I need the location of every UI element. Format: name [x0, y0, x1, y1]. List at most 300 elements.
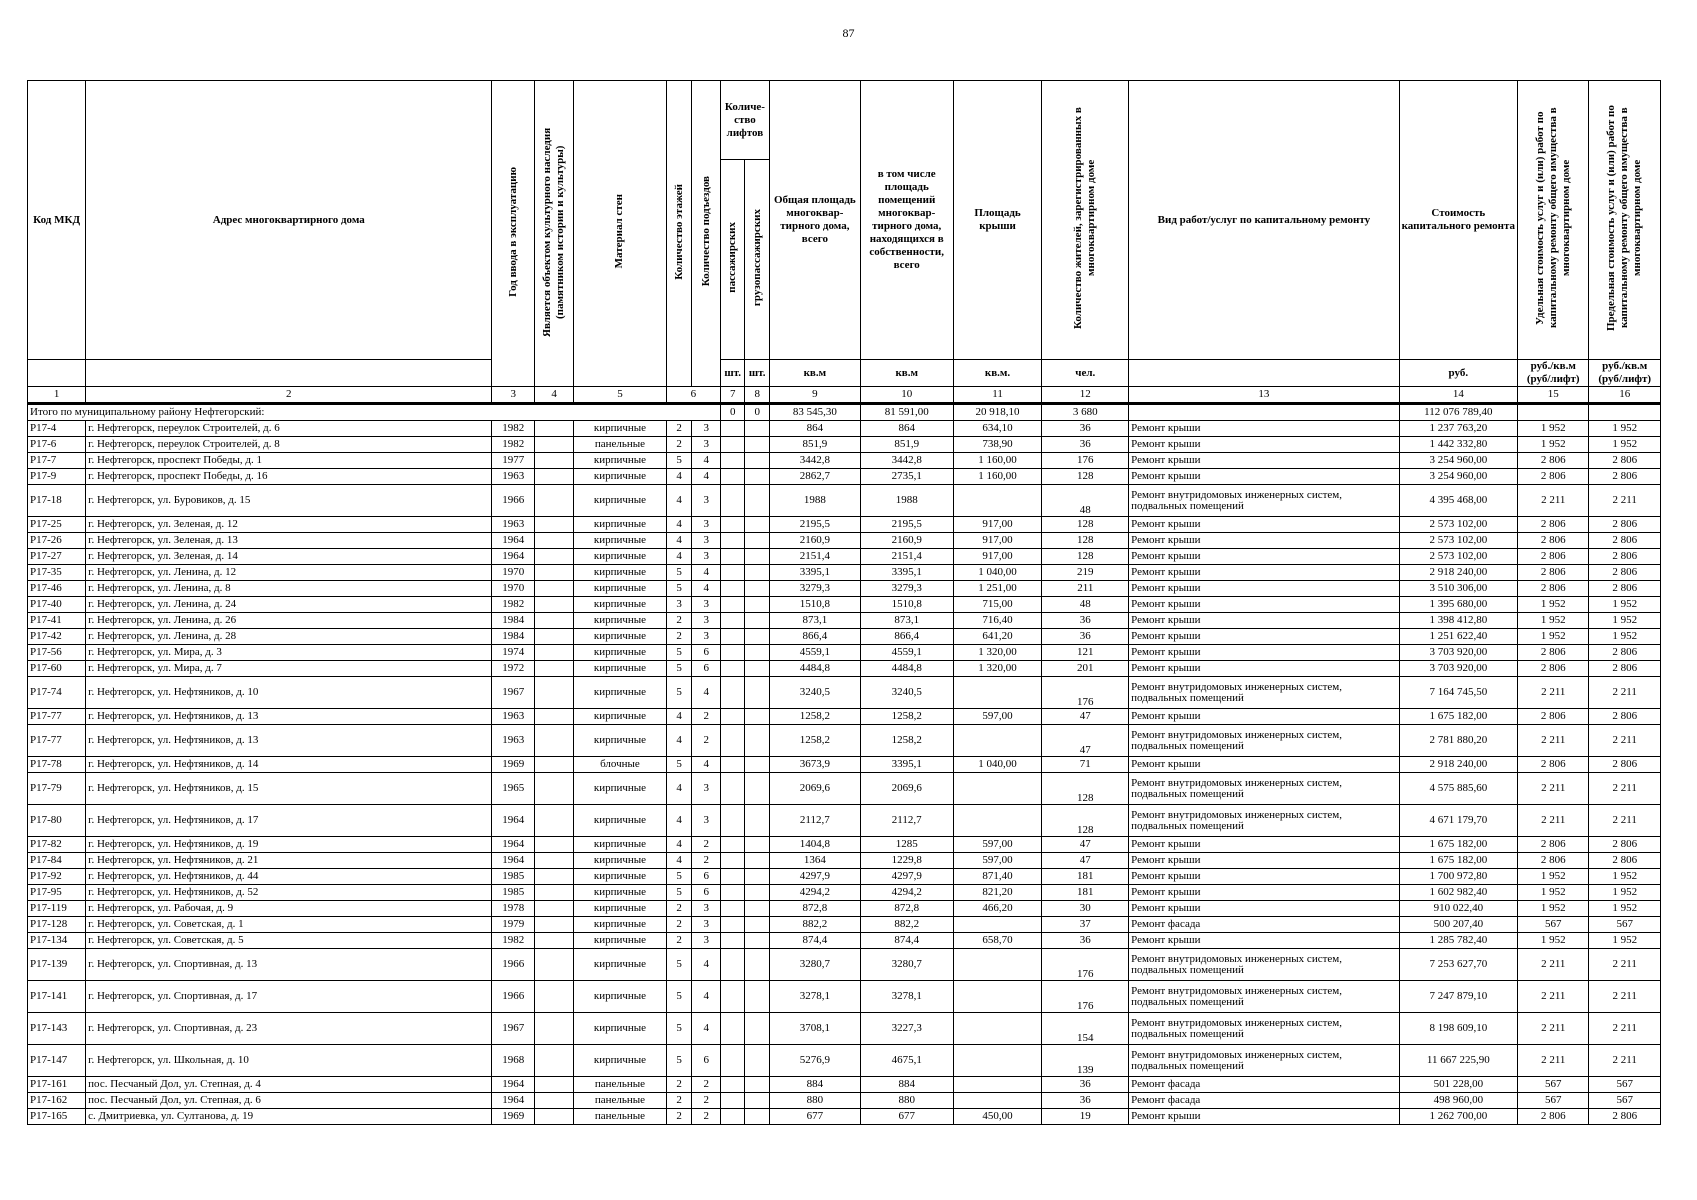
- cell-lifts-passenger: [720, 421, 744, 437]
- cell-floors: 2: [666, 613, 692, 629]
- cell-cost: 1 442 332,80: [1399, 437, 1517, 453]
- cell-work-type: Ремонт крыши: [1129, 421, 1399, 437]
- cell-floors: 5: [666, 981, 692, 1013]
- cell-roof-area: [953, 773, 1042, 805]
- cell-total-area: 5276,9: [769, 1045, 860, 1077]
- capital-repair-table: [27, 80, 1661, 1125]
- cell-material: кирпичные: [574, 581, 667, 597]
- cell-heritage: [535, 837, 574, 853]
- cell-cost: 4 395 468,00: [1399, 485, 1517, 517]
- cell-year: 1964: [492, 853, 535, 869]
- cell-address: г. Нефтегорск, ул. Зеленая, д. 13: [86, 533, 492, 549]
- cell-roof-area: [953, 725, 1042, 757]
- cell-owned-area: 1285: [860, 837, 953, 853]
- cell-heritage: [535, 885, 574, 901]
- cell-floors: 4: [666, 837, 692, 853]
- cell-roof-area: [953, 1093, 1042, 1109]
- cell-total-area: 3708,1: [769, 1013, 860, 1045]
- cell-code: Р17-161: [28, 1077, 86, 1093]
- cell-unit-cost: 2 211: [1518, 1045, 1589, 1077]
- cell-floors: 4: [666, 773, 692, 805]
- table-row: [28, 533, 1661, 549]
- cell-cost: 1 395 680,00: [1399, 597, 1517, 613]
- cell-address: пос. Песчаный Дол, ул. Степная, д. 6: [86, 1093, 492, 1109]
- cell-total-area: 677: [769, 1109, 860, 1125]
- cell-lifts-passenger: [720, 629, 744, 645]
- cell-total-area: 1258,2: [769, 725, 860, 757]
- cell-material: кирпичные: [574, 933, 667, 949]
- cell-cost: 1 285 782,40: [1399, 933, 1517, 949]
- cell-owned-area: 2160,9: [860, 533, 953, 549]
- cell-address: г. Нефтегорск, ул. Школьная, д. 10: [86, 1045, 492, 1077]
- cell-lifts-passenger: [720, 885, 744, 901]
- cell-unit-cost: 2 806: [1518, 533, 1589, 549]
- unit-cell: [1129, 360, 1399, 387]
- unit-cell: руб.: [1399, 360, 1517, 387]
- cell-total-area: 851,9: [769, 437, 860, 453]
- cell-owned-area: 2195,5: [860, 517, 953, 533]
- cell-floors: 5: [666, 677, 692, 709]
- cell-cost: 4 575 885,60: [1399, 773, 1517, 805]
- cell-max-cost: 2 211: [1589, 981, 1661, 1013]
- cell-material: кирпичные: [574, 709, 667, 725]
- cell-address: г. Нефтегорск, ул. Ленина, д. 8: [86, 581, 492, 597]
- cell-owned-area: 2735,1: [860, 469, 953, 485]
- cell-lifts-cargo: [745, 1109, 769, 1125]
- cell-floors: 4: [666, 485, 692, 517]
- cell-lifts-cargo: [745, 645, 769, 661]
- cell-year: 1967: [492, 1013, 535, 1045]
- cell-work-type: Ремонт внутридомовых инженерных систем, подвальных помещений: [1129, 485, 1399, 517]
- cell-year: 1984: [492, 629, 535, 645]
- cell-material: кирпичные: [574, 549, 667, 565]
- cell-total-area: 4294,2: [769, 885, 860, 901]
- cell-year: 1969: [492, 1109, 535, 1125]
- cell-residents: 36: [1042, 421, 1129, 437]
- cell-year: 1968: [492, 1045, 535, 1077]
- table-row: [28, 869, 1661, 885]
- header-lifts-passenger: пассажирских: [720, 160, 744, 360]
- cell-cost: 7 164 745,50: [1399, 677, 1517, 709]
- cell-residents: 121: [1042, 645, 1129, 661]
- cell-lifts-passenger: [720, 677, 744, 709]
- cell-residents: 128: [1042, 805, 1129, 837]
- cell-heritage: [535, 853, 574, 869]
- cell-roof-area: 1 160,00: [953, 453, 1042, 469]
- cell-lifts-passenger: [720, 437, 744, 453]
- cell-work-type: Ремонт крыши: [1129, 933, 1399, 949]
- cell-material: блочные: [574, 757, 667, 773]
- cell-code: Р17-60: [28, 661, 86, 677]
- cell-lifts-cargo: [745, 437, 769, 453]
- cell-heritage: [535, 485, 574, 517]
- cell-material: кирпичные: [574, 469, 667, 485]
- cell-owned-area: 3442,8: [860, 453, 953, 469]
- cell-lifts-passenger: [720, 949, 744, 981]
- cell-entrances: 3: [692, 613, 721, 629]
- cell-heritage: [535, 1013, 574, 1045]
- cell-code: Р17-9: [28, 469, 86, 485]
- cell-residents: 47: [1042, 725, 1129, 757]
- cell-work-type: Ремонт крыши: [1129, 757, 1399, 773]
- cell-code: Р17-26: [28, 533, 86, 549]
- cell-unit-cost: 2 211: [1518, 677, 1589, 709]
- cell-roof-area: 597,00: [953, 853, 1042, 869]
- cell-owned-area: 1988: [860, 485, 953, 517]
- cell-roof-area: 597,00: [953, 837, 1042, 853]
- cell-code: Р17-4: [28, 421, 86, 437]
- cell-material: кирпичные: [574, 1045, 667, 1077]
- table-row: [28, 853, 1661, 869]
- cell-floors: 5: [666, 1013, 692, 1045]
- cell-max-cost: 2 806: [1589, 837, 1661, 853]
- cell-roof-area: 738,90: [953, 437, 1042, 453]
- cell-lifts-passenger: [720, 517, 744, 533]
- cell-roof-area: 1 320,00: [953, 661, 1042, 677]
- cell-entrances: 2: [692, 853, 721, 869]
- cell-address: г. Нефтегорск, ул. Спортивная, д. 13: [86, 949, 492, 981]
- col-number: 2: [86, 387, 492, 404]
- cell-max-cost: 1 952: [1589, 869, 1661, 885]
- cell-code: Р17-46: [28, 581, 86, 597]
- cell-roof-area: 716,40: [953, 613, 1042, 629]
- cell-roof-area: 1 040,00: [953, 757, 1042, 773]
- cell-lifts-passenger: [720, 469, 744, 485]
- cell-work-type: Ремонт крыши: [1129, 645, 1399, 661]
- cell-floors: 5: [666, 645, 692, 661]
- header-wall-material: Материал стен: [574, 81, 667, 387]
- cell-floors: 2: [666, 629, 692, 645]
- cell-work-type: Ремонт крыши: [1129, 581, 1399, 597]
- cell-owned-area: 4559,1: [860, 645, 953, 661]
- cell-work-type: Ремонт крыши: [1129, 661, 1399, 677]
- cell-roof-area: [953, 1077, 1042, 1093]
- cell-max-cost: 2 806: [1589, 661, 1661, 677]
- cell-roof-area: 466,20: [953, 901, 1042, 917]
- cell-code: Р17-147: [28, 1045, 86, 1077]
- cell-work-type: Ремонт фасада: [1129, 1077, 1399, 1093]
- cell-material: панельные: [574, 1077, 667, 1093]
- header-heritage: Является объектом культурного наследия (памятником истории и культуры): [535, 81, 574, 387]
- cell-heritage: [535, 533, 574, 549]
- cell-lifts-passenger: [720, 901, 744, 917]
- cell-heritage: [535, 581, 574, 597]
- cell-work-type: Ремонт внутридомовых инженерных систем, подвальных помещений: [1129, 773, 1399, 805]
- cell-work-type: Ремонт крыши: [1129, 853, 1399, 869]
- cell-code: Р17-82: [28, 837, 86, 853]
- cell-entrances: 3: [692, 805, 721, 837]
- cell-year: 1964: [492, 1093, 535, 1109]
- cell-residents: 176: [1042, 453, 1129, 469]
- cell-heritage: [535, 469, 574, 485]
- cell-code: Р17-95: [28, 885, 86, 901]
- cell-cost: 500 207,40: [1399, 917, 1517, 933]
- cell-total-area: 3279,3: [769, 581, 860, 597]
- cell-owned-area: 884: [860, 1077, 953, 1093]
- column-number-row: [28, 387, 1661, 404]
- cell-floors: 5: [666, 757, 692, 773]
- cell-residents: 211: [1042, 581, 1129, 597]
- cell-floors: 2: [666, 421, 692, 437]
- cell-total-area: 864: [769, 421, 860, 437]
- cell-lifts-cargo: [745, 917, 769, 933]
- cell-address: г. Нефтегорск, ул. Спортивная, д. 23: [86, 1013, 492, 1045]
- cell-code: Р17-6: [28, 437, 86, 453]
- cell-year: 1965: [492, 773, 535, 805]
- cell-cost: 1 700 972,80: [1399, 869, 1517, 885]
- cell-lifts-cargo: [745, 485, 769, 517]
- cell-heritage: [535, 1109, 574, 1125]
- cell-work-type: Ремонт фасада: [1129, 917, 1399, 933]
- cell-heritage: [535, 645, 574, 661]
- cell-owned-area: 3279,3: [860, 581, 953, 597]
- cell-owned-area: 4675,1: [860, 1045, 953, 1077]
- header-year: Год ввода в эксплуатацию: [492, 81, 535, 387]
- cell-roof-area: 715,00: [953, 597, 1042, 613]
- table-row: [28, 437, 1661, 453]
- col-number: 7: [720, 387, 744, 404]
- cell-residents: 19: [1042, 1109, 1129, 1125]
- cell-owned-area: 873,1: [860, 613, 953, 629]
- cell-cost: 3 703 920,00: [1399, 661, 1517, 677]
- cell-lifts-passenger: [720, 853, 744, 869]
- unit-cell: кв.м.: [953, 360, 1042, 387]
- cell-lifts-cargo: [745, 853, 769, 869]
- cell-work-type: Ремонт внутридомовых инженерных систем, подвальных помещений: [1129, 949, 1399, 981]
- cell-max-cost: 1 952: [1589, 421, 1661, 437]
- total-row: [28, 404, 1661, 421]
- cell-heritage: [535, 1077, 574, 1093]
- cell-unit-cost: 2 806: [1518, 661, 1589, 677]
- cell-total-area: 2151,4: [769, 549, 860, 565]
- cell-owned-area: 1258,2: [860, 725, 953, 757]
- cell-material: кирпичные: [574, 1013, 667, 1045]
- unit-cell: шт.: [745, 360, 769, 387]
- cell-material: кирпичные: [574, 837, 667, 853]
- cell-owned-area: 1229,8: [860, 853, 953, 869]
- cell-heritage: [535, 805, 574, 837]
- cell-floors: 4: [666, 709, 692, 725]
- cell-entrances: 3: [692, 629, 721, 645]
- cell-entrances: 3: [692, 933, 721, 949]
- cell-cost: 1 251 622,40: [1399, 629, 1517, 645]
- cell-material: панельные: [574, 1109, 667, 1125]
- cell-entrances: 3: [692, 517, 721, 533]
- cell-code: Р17-27: [28, 549, 86, 565]
- cell-unit-cost: 2 806: [1518, 565, 1589, 581]
- total-empty: [1129, 404, 1399, 421]
- cell-cost: 11 667 225,90: [1399, 1045, 1517, 1077]
- cell-entrances: 6: [692, 1045, 721, 1077]
- cell-address: г. Нефтегорск, ул. Нефтяников, д. 10: [86, 677, 492, 709]
- cell-unit-cost: 2 211: [1518, 485, 1589, 517]
- cell-lifts-passenger: [720, 837, 744, 853]
- cell-entrances: 2: [692, 1109, 721, 1125]
- cell-unit-cost: 2 806: [1518, 757, 1589, 773]
- cell-address: г. Нефтегорск, ул. Нефтяников, д. 13: [86, 709, 492, 725]
- cell-address: г. Нефтегорск, проспект Победы, д. 1: [86, 453, 492, 469]
- cell-owned-area: 864: [860, 421, 953, 437]
- cell-address: г. Нефтегорск, переулок Строителей, д. 8: [86, 437, 492, 453]
- table-row: [28, 613, 1661, 629]
- cell-max-cost: 2 211: [1589, 949, 1661, 981]
- cell-lifts-cargo: [745, 549, 769, 565]
- cell-lifts-cargo: [745, 1093, 769, 1109]
- col-number: 3: [492, 387, 535, 404]
- cell-unit-cost: 1 952: [1518, 933, 1589, 949]
- cell-owned-area: 874,4: [860, 933, 953, 949]
- cell-total-area: 2160,9: [769, 533, 860, 549]
- cell-entrances: 2: [692, 837, 721, 853]
- cell-lifts-passenger: [720, 709, 744, 725]
- cell-unit-cost: 2 806: [1518, 709, 1589, 725]
- cell-max-cost: 1 952: [1589, 437, 1661, 453]
- cell-unit-cost: 567: [1518, 917, 1589, 933]
- cell-entrances: 4: [692, 677, 721, 709]
- cell-address: г. Нефтегорск, ул. Нефтяников, д. 14: [86, 757, 492, 773]
- cell-code: Р17-143: [28, 1013, 86, 1045]
- cell-total-area: 882,2: [769, 917, 860, 933]
- cell-year: 1963: [492, 517, 535, 533]
- cell-owned-area: 677: [860, 1109, 953, 1125]
- cell-work-type: Ремонт внутридомовых инженерных систем, подвальных помещений: [1129, 805, 1399, 837]
- cell-unit-cost: 1 952: [1518, 629, 1589, 645]
- cell-max-cost: 2 806: [1589, 757, 1661, 773]
- table-row: [28, 917, 1661, 933]
- cell-roof-area: [953, 981, 1042, 1013]
- cell-residents: 128: [1042, 517, 1129, 533]
- cell-cost: 2 781 880,20: [1399, 725, 1517, 757]
- cell-entrances: 3: [692, 549, 721, 565]
- cell-code: Р17-40: [28, 597, 86, 613]
- cell-roof-area: 917,00: [953, 533, 1042, 549]
- table-row: [28, 1045, 1661, 1077]
- cell-floors: 5: [666, 581, 692, 597]
- cell-residents: 71: [1042, 757, 1129, 773]
- cell-floors: 4: [666, 533, 692, 549]
- cell-floors: 5: [666, 949, 692, 981]
- cell-entrances: 2: [692, 1093, 721, 1109]
- cell-unit-cost: 2 211: [1518, 773, 1589, 805]
- cell-residents: 47: [1042, 853, 1129, 869]
- cell-owned-area: 3395,1: [860, 565, 953, 581]
- cell-code: Р17-119: [28, 901, 86, 917]
- cell-material: кирпичные: [574, 517, 667, 533]
- cell-owned-area: 880: [860, 1093, 953, 1109]
- cell-floors: 5: [666, 661, 692, 677]
- total-lifts-passenger: 0: [720, 404, 744, 421]
- cell-roof-area: 641,20: [953, 629, 1042, 645]
- cell-entrances: 6: [692, 885, 721, 901]
- cell-code: Р17-78: [28, 757, 86, 773]
- cell-max-cost: 1 952: [1589, 613, 1661, 629]
- cell-floors: 4: [666, 805, 692, 837]
- cell-lifts-cargo: [745, 565, 769, 581]
- header-residents: Количество жителей, зарегистрированных в многоквартирном доме: [1042, 81, 1129, 360]
- table-row: [28, 549, 1661, 565]
- cell-cost: 3 703 920,00: [1399, 645, 1517, 661]
- cell-entrances: 6: [692, 869, 721, 885]
- cell-heritage: [535, 661, 574, 677]
- cell-total-area: 4484,8: [769, 661, 860, 677]
- cell-total-area: 3240,5: [769, 677, 860, 709]
- cell-residents: 128: [1042, 533, 1129, 549]
- cell-heritage: [535, 773, 574, 805]
- cell-owned-area: 1510,8: [860, 597, 953, 613]
- cell-lifts-passenger: [720, 485, 744, 517]
- cell-lifts-cargo: [745, 1045, 769, 1077]
- cell-heritage: [535, 549, 574, 565]
- cell-code: Р17-42: [28, 629, 86, 645]
- cell-floors: 4: [666, 469, 692, 485]
- cell-entrances: 3: [692, 485, 721, 517]
- col-number: 15: [1518, 387, 1589, 404]
- cell-cost: 3 254 960,00: [1399, 469, 1517, 485]
- cell-cost: 8 198 609,10: [1399, 1013, 1517, 1045]
- cell-lifts-cargo: [745, 869, 769, 885]
- total-owned-area: 81 591,00: [860, 404, 953, 421]
- cell-roof-area: 1 251,00: [953, 581, 1042, 597]
- cell-lifts-passenger: [720, 757, 744, 773]
- header-entrances: Количество подъездов: [692, 81, 721, 387]
- cell-total-area: 4559,1: [769, 645, 860, 661]
- cell-entrances: 3: [692, 437, 721, 453]
- cell-total-area: 874,4: [769, 933, 860, 949]
- total-empty: [1518, 404, 1589, 421]
- cell-residents: 36: [1042, 629, 1129, 645]
- cell-material: кирпичные: [574, 597, 667, 613]
- cell-unit-cost: 2 806: [1518, 549, 1589, 565]
- cell-lifts-passenger: [720, 661, 744, 677]
- cell-material: кирпичные: [574, 869, 667, 885]
- header-owned-area: в том числе площадь помещений многоквар-тирного дома, находящихся в собственности, всего: [860, 81, 953, 360]
- cell-year: 1967: [492, 677, 535, 709]
- cell-work-type: Ремонт крыши: [1129, 565, 1399, 581]
- cell-owned-area: 866,4: [860, 629, 953, 645]
- cell-total-area: 1258,2: [769, 709, 860, 725]
- cell-owned-area: 3280,7: [860, 949, 953, 981]
- cell-owned-area: 4294,2: [860, 885, 953, 901]
- cell-max-cost: 1 952: [1589, 629, 1661, 645]
- cell-material: кирпичные: [574, 981, 667, 1013]
- cell-cost: 3 510 306,00: [1399, 581, 1517, 597]
- cell-code: Р17-25: [28, 517, 86, 533]
- cell-max-cost: 2 806: [1589, 645, 1661, 661]
- cell-cost: 1 237 763,20: [1399, 421, 1517, 437]
- cell-code: Р17-165: [28, 1109, 86, 1125]
- table-row: [28, 805, 1661, 837]
- cell-residents: 128: [1042, 549, 1129, 565]
- col-number: 6: [666, 387, 720, 404]
- cell-unit-cost: 2 211: [1518, 725, 1589, 757]
- cell-year: 1969: [492, 757, 535, 773]
- cell-code: Р17-84: [28, 853, 86, 869]
- cell-owned-area: 3240,5: [860, 677, 953, 709]
- cell-owned-area: 2112,7: [860, 805, 953, 837]
- cell-roof-area: [953, 1045, 1042, 1077]
- cell-lifts-cargo: [745, 597, 769, 613]
- cell-lifts-cargo: [745, 421, 769, 437]
- cell-year: 1963: [492, 469, 535, 485]
- cell-residents: 219: [1042, 565, 1129, 581]
- cell-unit-cost: 2 806: [1518, 581, 1589, 597]
- cell-heritage: [535, 597, 574, 613]
- cell-floors: 5: [666, 453, 692, 469]
- cell-floors: 2: [666, 1109, 692, 1125]
- cell-work-type: Ремонт крыши: [1129, 437, 1399, 453]
- cell-address: г. Нефтегорск, ул. Нефтяников, д. 19: [86, 837, 492, 853]
- cell-lifts-cargo: [745, 773, 769, 805]
